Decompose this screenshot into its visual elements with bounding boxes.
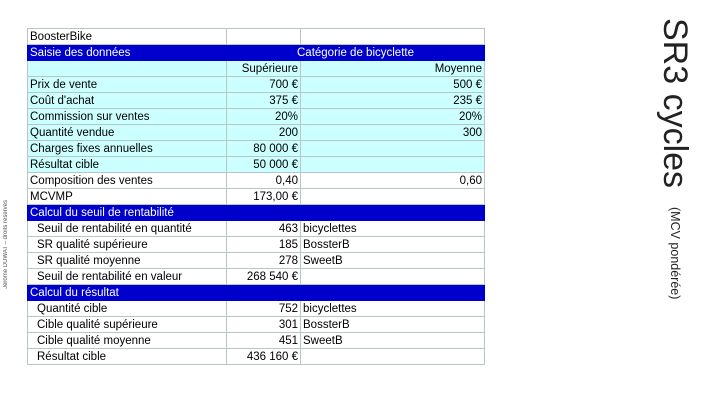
result-value[interactable]: 301 — [227, 317, 301, 333]
row-label[interactable]: Composition des ventes — [28, 173, 227, 189]
breakeven-section-header[interactable]: Calcul du seuil de rentabilité — [28, 205, 227, 221]
empty-cell[interactable] — [28, 61, 227, 77]
unit-cell[interactable]: bicyclettes — [301, 221, 485, 237]
unit-cell[interactable]: BossterB — [301, 237, 485, 253]
empty-cell[interactable] — [301, 189, 485, 205]
spreadsheet — [27, 28, 485, 365]
unit-cell[interactable]: SweetB — [301, 333, 485, 349]
empty-cell[interactable] — [227, 285, 301, 301]
value-moyenne[interactable] — [301, 157, 485, 173]
row-label[interactable]: Seuil de rentabilité en valeur — [28, 269, 227, 285]
row-label[interactable]: Commission sur ventes — [28, 109, 227, 125]
category-header[interactable]: Catégorie de bicyclette — [227, 45, 485, 61]
value-moyenne[interactable]: 300 — [301, 125, 485, 141]
row-label[interactable]: Cible qualité supérieure — [28, 317, 227, 333]
row-label[interactable]: Quantité cible — [28, 301, 227, 317]
value-moyenne[interactable] — [301, 141, 485, 157]
breakeven-value[interactable]: 463 — [227, 221, 301, 237]
unit-cell[interactable]: BossterB — [301, 317, 485, 333]
subtitle: (MCV pondérée) — [668, 206, 682, 299]
empty-cell[interactable] — [301, 285, 485, 301]
copyright-credit: Jérôme DUWAT – droits réservés — [3, 200, 9, 289]
result-value[interactable]: 451 — [227, 333, 301, 349]
breakeven-value[interactable]: 268 540 € — [227, 269, 301, 285]
value-moyenne[interactable]: 20% — [301, 109, 485, 125]
empty-cell[interactable] — [227, 205, 301, 221]
unit-cell[interactable] — [301, 269, 485, 285]
row-label[interactable]: Résultat cible — [28, 157, 227, 173]
row-label[interactable]: SR qualité moyenne — [28, 253, 227, 269]
row-label[interactable]: Prix de vente — [28, 77, 227, 93]
mcvmp-value[interactable]: 173,00 € — [227, 189, 301, 205]
empty-cell[interactable] — [227, 29, 301, 45]
row-label[interactable]: Seuil de rentabilité en quantité — [28, 221, 227, 237]
breakeven-value[interactable]: 278 — [227, 253, 301, 269]
value-superieure[interactable]: 50 000 € — [227, 157, 301, 173]
unit-cell[interactable]: SweetB — [301, 253, 485, 269]
row-label[interactable]: Charges fixes annuelles — [28, 141, 227, 157]
unit-cell[interactable] — [301, 349, 485, 365]
company-name-cell[interactable]: BoosterBike — [28, 29, 227, 45]
slide-title — [655, 18, 695, 318]
row-label[interactable]: Coût d'achat — [28, 93, 227, 109]
value-superieure[interactable]: 375 € — [227, 93, 301, 109]
input-section-header[interactable]: Saisie des données — [28, 45, 227, 61]
row-label[interactable]: Quantité vendue — [28, 125, 227, 141]
value-superieure[interactable]: 700 € — [227, 77, 301, 93]
result-value[interactable]: 752 — [227, 301, 301, 317]
value-superieure[interactable]: 200 — [227, 125, 301, 141]
main-title: SR3 cycles — [656, 18, 694, 189]
result-value[interactable]: 436 160 € — [227, 349, 301, 365]
column-header-superieure[interactable]: Supérieure — [227, 61, 301, 77]
value-moyenne[interactable]: 500 € — [301, 77, 485, 93]
row-label[interactable]: Cible qualité moyenne — [28, 333, 227, 349]
empty-cell[interactable] — [301, 29, 485, 45]
row-label[interactable]: Résultat cible — [28, 349, 227, 365]
value-moyenne[interactable]: 0,60 — [301, 173, 485, 189]
row-label[interactable]: SR qualité supérieure — [28, 237, 227, 253]
value-superieure[interactable]: 20% — [227, 109, 301, 125]
column-header-moyenne[interactable]: Moyenne — [301, 61, 485, 77]
empty-cell[interactable] — [301, 205, 485, 221]
value-superieure[interactable]: 0,40 — [227, 173, 301, 189]
row-label[interactable]: MCVMP — [28, 189, 227, 205]
result-section-header[interactable]: Calcul du résultat — [28, 285, 227, 301]
value-moyenne[interactable]: 235 € — [301, 93, 485, 109]
breakeven-value[interactable]: 185 — [227, 237, 301, 253]
value-superieure[interactable]: 80 000 € — [227, 141, 301, 157]
unit-cell[interactable]: bicyclettes — [301, 301, 485, 317]
